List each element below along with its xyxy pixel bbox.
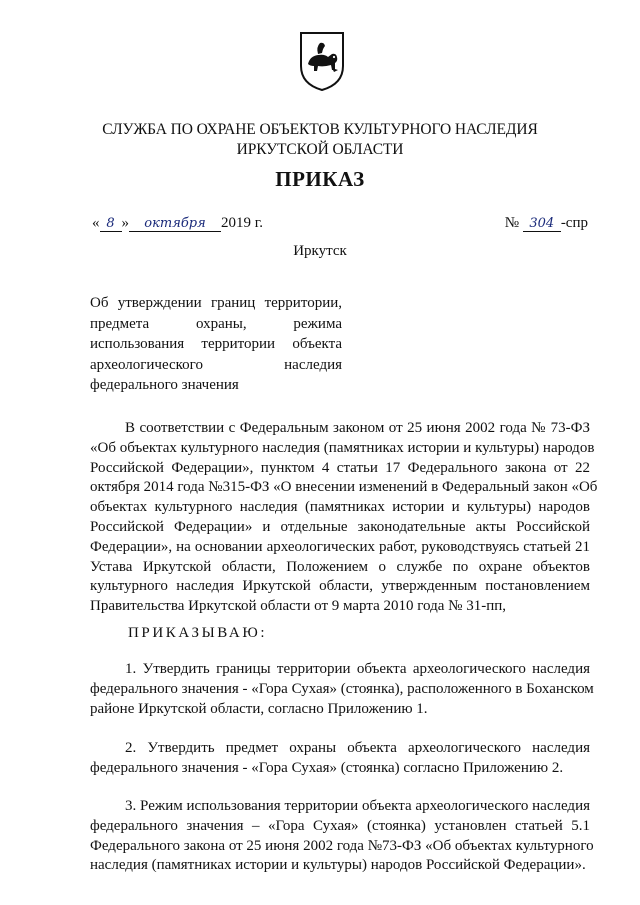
document-number	[505, 215, 588, 232]
order-word: ПРИКАЗЫВАЮ:	[128, 625, 268, 641]
preamble-line: объектах культурного наследия (памятниках истории и культуры) народов	[90, 499, 590, 516]
document-type-title: ПРИКАЗ	[275, 167, 365, 191]
preamble-line: Устава Иркутской области, Положением о службе по охране объектов	[90, 558, 590, 575]
preamble-line: «Об объектах культурного наследия (памятниках истории и культуры) народов	[90, 439, 595, 456]
document-subject	[90, 293, 342, 396]
item-line: 2. Утвердить предмет охраны объекта археологического наследия	[125, 740, 590, 756]
preamble-line: В соответствии с Федеральным законом от 25 июня 2002 года № 73-ФЗ	[125, 420, 590, 436]
preamble-line: Российской Федерации», пунктом 4 статьи 17 Федерального закона от 22	[90, 459, 590, 476]
number-prefix: №	[504, 215, 520, 231]
order-item-2	[90, 739, 590, 779]
document-date	[92, 215, 263, 232]
item-line: наследия (памятниках истории и культуры) народов Российской Федерации».	[90, 857, 586, 874]
item-line: 3. Режим использования территории объекта археологического наследия	[125, 798, 590, 814]
preamble-line: Российской Федерации» и отдельные законодательные акты Российской	[90, 518, 590, 535]
org-name-line-1: СЛУЖБА ПО ОХРАНЕ ОБЪЕКТОВ КУЛЬТУРНОГО НАСЛЕДИЯ	[102, 121, 538, 138]
item-line: федерального значения – «Гора Сухая» (стоянка) установлен статьей 5.1	[90, 817, 590, 834]
item-line: Федерального закона от 25 июня 2002 года №73-ФЗ «Об объектах культурного	[90, 837, 594, 854]
preamble-line: октября 2014 года №315-ФЗ «О внесении изменений в Федеральный закон «Об	[90, 479, 598, 496]
item-line: 1. Утвердить границы территории объекта археологического наследия	[125, 661, 590, 677]
date-day: 8	[100, 216, 122, 232]
number-value: 304	[523, 216, 561, 232]
subject-line: предмета охраны, режима	[90, 315, 342, 332]
date-month: октября	[129, 216, 221, 232]
item-line: районе Иркутской области, согласно Приложению 1.	[90, 700, 428, 717]
date-year: 2019 г.	[221, 215, 263, 231]
order-item-3	[90, 797, 594, 876]
subject-line: археологического наследия	[90, 356, 342, 373]
subject-line: Об утверждении границ территории,	[90, 295, 342, 311]
date-close-quote: »	[121, 215, 129, 231]
subject-line: использования территории объекта	[90, 336, 342, 352]
item-line: федерального значения - «Гора Сухая» (стоянка) согласно Приложению 2.	[90, 759, 564, 776]
preamble-line: культурного наследия Иркутской области, утвержденным постановлением	[90, 578, 590, 595]
preamble-line: Правительства Иркутской области от 9 марта 2010 года № 31-пп,	[90, 598, 506, 615]
document-city: Иркутск	[293, 243, 347, 259]
org-name-line-2: ИРКУТСКОЙ ОБЛАСТИ	[236, 141, 404, 158]
preamble-paragraph	[90, 419, 598, 617]
order-item-1	[90, 660, 594, 719]
item-line: федерального значения - «Гора Сухая» (стоянка), расположенного в Боханском	[90, 680, 594, 697]
subject-line: федерального значения	[90, 377, 239, 393]
date-open-quote: «	[92, 215, 100, 231]
preamble-line: Федерации», на основании археологических работ, руководствуясь статьей 21	[90, 538, 590, 555]
irkutsk-coat-of-arms-icon	[298, 30, 346, 92]
number-suffix: -спр	[560, 215, 588, 231]
